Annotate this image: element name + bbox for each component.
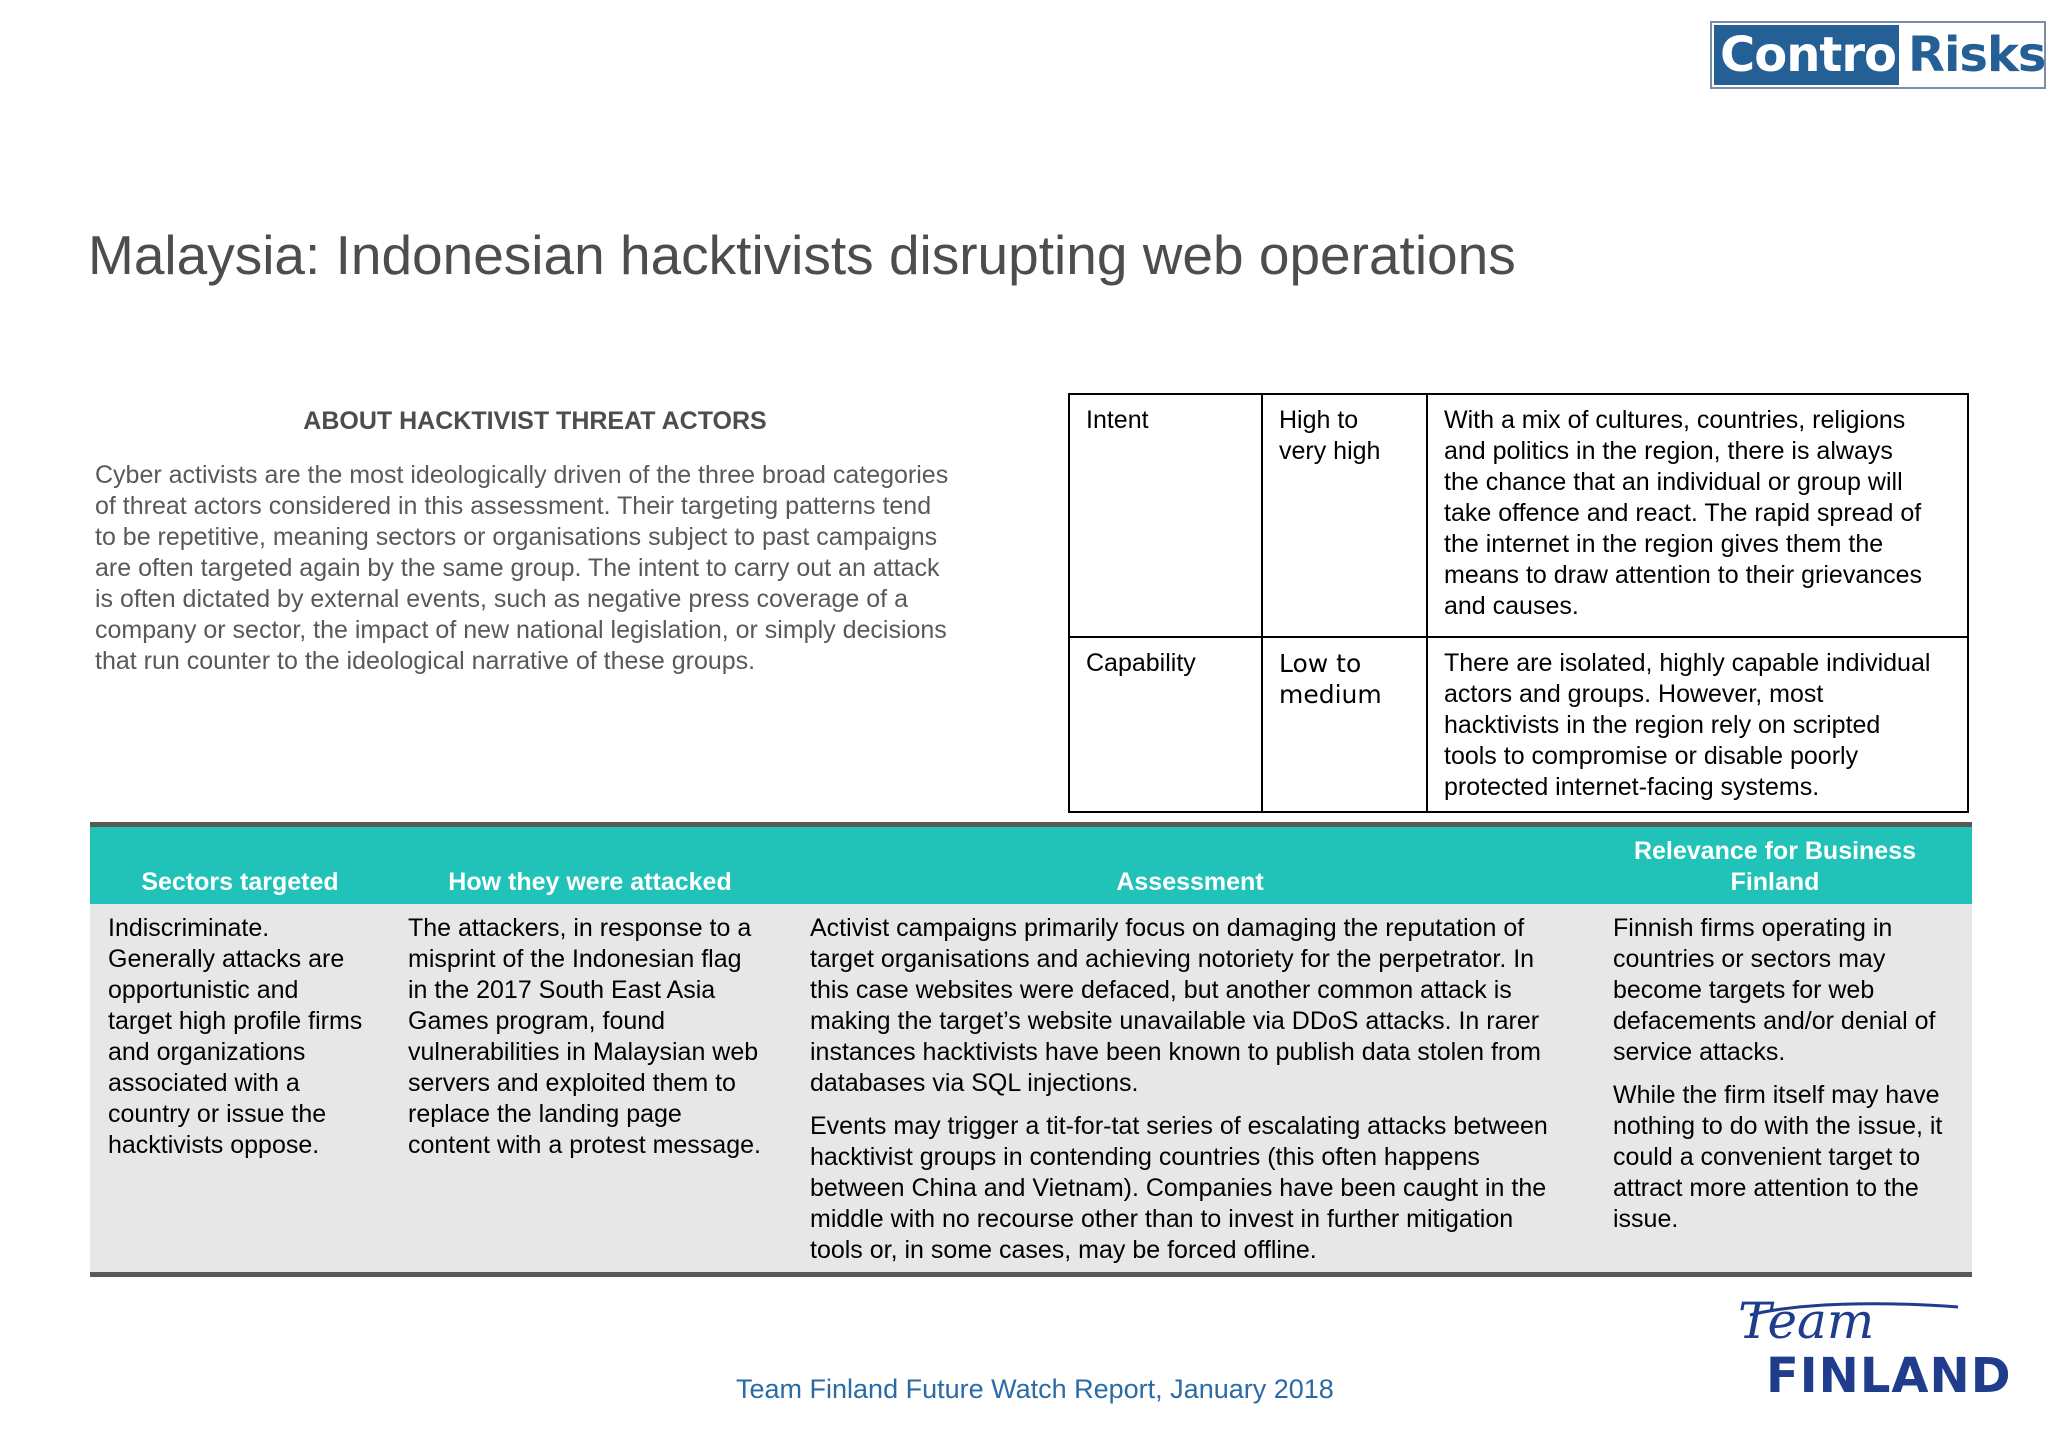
cell-line: in the 2017 South East Asia — [408, 976, 716, 1004]
cell-line: Activist campaigns primarily focus on damaging the reputation of — [810, 914, 1525, 942]
team-finland-logo — [1738, 1292, 2012, 1405]
cell-relevance — [1613, 913, 1968, 1247]
cell-line: hacktivist groups in contending countries (this often happens — [810, 1143, 1480, 1171]
threat-desc — [1427, 637, 1968, 812]
cell-line: target high profile firms — [108, 1007, 363, 1035]
cell-line: hacktivists oppose. — [108, 1131, 320, 1159]
relevance-paragraph — [1613, 1080, 1968, 1235]
cell-line: databases via SQL injections. — [810, 1069, 1139, 1097]
cell-line: countries or sectors may — [1613, 945, 1886, 973]
threat-label: Capability — [1069, 637, 1262, 812]
desc-line: actors and groups. However, most — [1444, 680, 1824, 708]
header-relevance — [1600, 836, 1950, 898]
cell-line: become targets for web — [1613, 976, 1875, 1004]
table-body-row — [90, 904, 1972, 1272]
level-line: Low to — [1279, 649, 1362, 678]
desc-line: means to draw attention to their grievances — [1444, 561, 1923, 589]
desc-line: and politics in the region, there is always — [1444, 437, 1893, 465]
desc-line: tools to compromise or disable poorly — [1444, 742, 1859, 770]
header-how: How they were attacked — [448, 868, 732, 896]
level-line: High to — [1279, 406, 1359, 434]
cell-line: making the target’s website unavailable via DDoS attacks. In rarer — [810, 1007, 1540, 1035]
footer-text: Team Finland Future Watch Report, January 2018 — [736, 1374, 1334, 1404]
cell-how — [408, 913, 788, 1161]
desc-line: hacktivists in the region rely on scripted — [1444, 711, 1881, 739]
logo-swash — [1738, 1292, 1998, 1355]
cell-line: nothing to do with the issue, it — [1613, 1112, 1943, 1140]
cell-line: attract more attention to the — [1613, 1174, 1919, 1202]
header-relevance-line: Finland — [1730, 868, 1820, 896]
about-line: of threat actors considered in this assessment. Their targeting patterns tend — [95, 492, 932, 520]
about-line: is often dictated by external events, such as negative press coverage of a — [95, 585, 908, 613]
threat-desc — [1427, 394, 1968, 637]
cell-line: misprint of the Indonesian flag — [408, 945, 742, 973]
finland-word: FINLAND — [1766, 1348, 2012, 1404]
logo-word-control: Control — [1720, 27, 1912, 83]
desc-line: the internet in the region gives them the — [1444, 530, 1884, 558]
level-line: medium — [1279, 680, 1382, 709]
cell-sectors — [108, 913, 388, 1161]
cell-line: issue. — [1613, 1205, 1679, 1233]
desc-line: the chance that an individual or group will — [1444, 468, 1903, 496]
header-relevance-line: Relevance for Business — [1633, 837, 1917, 865]
about-line: that run counter to the ideological narrative of these groups. — [95, 647, 756, 675]
header-sectors: Sectors targeted — [141, 868, 339, 896]
cell-assessment — [810, 913, 1610, 1278]
control-risks-logo — [1710, 21, 2046, 89]
about-line: are often targeted again by the same group. The intent to carry out an attack — [95, 554, 940, 582]
threat-level — [1262, 637, 1427, 812]
cell-line: this case websites were defaced, but another common attack is — [810, 976, 1512, 1004]
about-line: company or sector, the impact of new national legislation, or simply decisions — [95, 616, 947, 644]
threat-level — [1262, 394, 1427, 637]
cell-line: Events may trigger a tit-for-tat series of escalating attacks between — [810, 1112, 1548, 1140]
assessment-paragraph — [810, 913, 1610, 1099]
cell-line: Generally attacks are — [108, 945, 345, 973]
desc-line: With a mix of cultures, countries, religions — [1444, 406, 1906, 434]
attack-summary-table — [90, 822, 1972, 1277]
cell-line: While the firm itself may have — [1613, 1081, 1940, 1109]
desc-line: There are isolated, highly capable individual — [1444, 649, 1931, 677]
logo-word-risks: Risks — [1908, 27, 2046, 83]
level-line: very high — [1279, 437, 1381, 465]
cell-line: between China and Vietnam). Companies have been caught in the — [810, 1174, 1547, 1202]
cell-line: The attackers, in response to a — [408, 914, 752, 942]
cell-line: country or issue the — [108, 1100, 327, 1128]
table-header-row — [90, 827, 1972, 904]
header-assessment: Assessment — [1116, 868, 1264, 896]
cell-line: and organizations — [108, 1038, 306, 1066]
about-line: Cyber activists are the most ideologically driven of the three broad categories — [95, 461, 949, 489]
cell-line: target organisations and achieving notoriety for the perpetrator. In — [810, 945, 1535, 973]
cell-line: Games program, found — [408, 1007, 666, 1035]
cell-line: Indiscriminate. — [108, 914, 270, 942]
cell-line: tools or, in some cases, may be forced offline. — [810, 1236, 1317, 1264]
cell-line: defacements and/or denial of — [1613, 1007, 1936, 1035]
threat-row-capability — [1069, 637, 1968, 812]
threat-row-intent — [1069, 394, 1968, 637]
page-title: Malaysia: Indonesian hacktivists disrupting web operations — [88, 224, 1516, 286]
cell-line: content with a protest message. — [408, 1131, 761, 1159]
desc-line: and causes. — [1444, 592, 1579, 620]
desc-line: take offence and react. The rapid spread of — [1444, 499, 1922, 527]
team-script-word: Team — [1738, 1292, 1875, 1350]
cell-line: middle with no recourse other than to invest in further mitigation — [810, 1205, 1514, 1233]
cell-line: associated with a — [108, 1069, 300, 1097]
cell-line: replace the landing page — [408, 1100, 682, 1128]
desc-line: protected internet-facing systems. — [1444, 773, 1820, 801]
about-heading: ABOUT HACKTIVIST THREAT ACTORS — [303, 407, 767, 435]
cell-line: instances hacktivists have been known to publish data stolen from — [810, 1038, 1541, 1066]
cell-line: servers and exploited them to — [408, 1069, 736, 1097]
relevance-paragraph — [1613, 913, 1968, 1068]
about-body — [95, 460, 995, 677]
cell-line: could a convenient target to — [1613, 1143, 1921, 1171]
cell-line: Finnish firms operating in — [1613, 914, 1893, 942]
cell-line: service attacks. — [1613, 1038, 1786, 1066]
assessment-paragraph — [810, 1111, 1610, 1266]
cell-line: vulnerabilities in Malaysian web — [408, 1038, 759, 1066]
about-line: to be repetitive, meaning sectors or organisations subject to past campaigns — [95, 523, 938, 551]
threat-table — [1068, 393, 1969, 813]
threat-label: Intent — [1069, 394, 1262, 637]
cell-line: opportunistic and — [108, 976, 299, 1004]
